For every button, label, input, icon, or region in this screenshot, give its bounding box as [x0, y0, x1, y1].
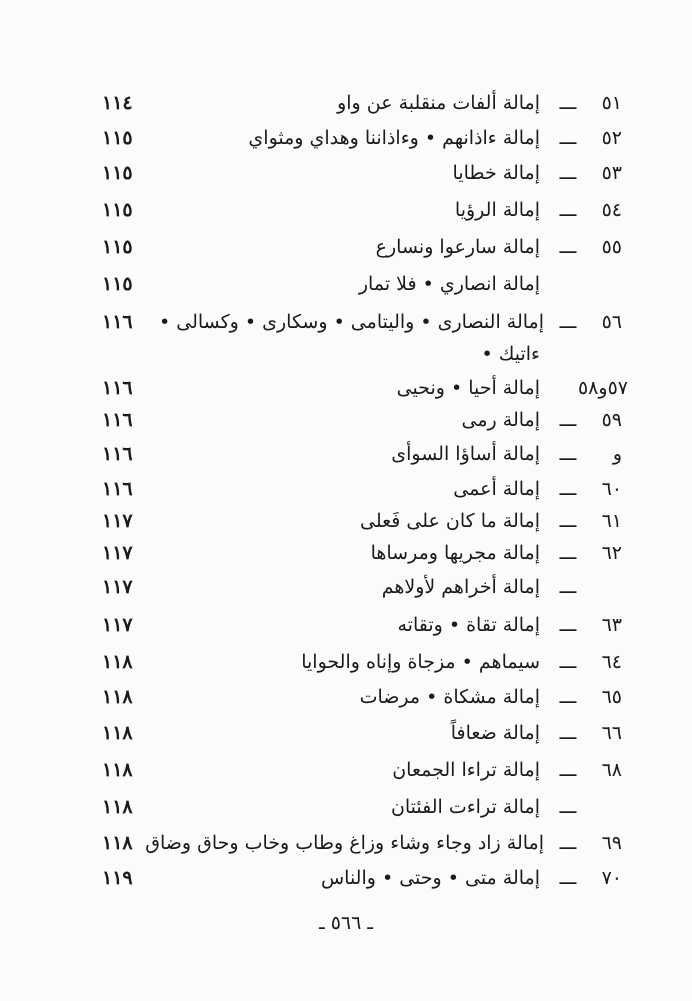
entry-dash: ـــ: [559, 614, 577, 636]
index-entry: [0, 269, 692, 299]
index-entry: [0, 506, 692, 536]
index-entry: [0, 647, 692, 677]
entry-number: ٦٩: [601, 832, 622, 854]
entry-page-number: ١١٤: [102, 92, 133, 114]
entry-title: إمالة أخراهم لأولاهم: [381, 576, 540, 598]
entry-page-number: ١١٥: [102, 236, 133, 258]
entry-title: إمالة أحيا • ونحيى: [396, 377, 540, 399]
entry-number: ٥٣: [601, 162, 622, 184]
entry-dash: ـــ: [559, 722, 577, 744]
entry-page-number: ١١٩: [102, 867, 133, 889]
index-entry: [0, 610, 692, 640]
entry-title: إمالة مشكاة • مرضات: [359, 686, 540, 708]
entry-number: ٧٠: [601, 867, 622, 889]
entry-title: إمالة أعمى: [453, 478, 540, 500]
entry-number: ٥٤: [601, 199, 622, 221]
index-entry: [0, 307, 692, 337]
index-entry: [0, 123, 692, 153]
index-entry: [0, 373, 692, 403]
entry-dash: ـــ: [559, 867, 577, 889]
entry-title: إمالة أساؤا السوأى: [391, 443, 540, 465]
entry-number: ٦٢: [601, 542, 622, 564]
entry-title: إمالة مجريها ومرساها: [370, 542, 540, 564]
entry-page-number: ١١٥: [102, 127, 133, 149]
index-entry: [0, 755, 692, 785]
entry-dash: ـــ: [559, 478, 577, 500]
entry-page-number: ١١٦: [102, 377, 133, 399]
entry-title: إمالة ألفات منقلبة عن واو: [337, 92, 540, 114]
page-footer-number: ـ ٥٦٦ ـ: [319, 912, 373, 934]
index-entry: [0, 572, 692, 602]
entry-page-number: ١١٨: [102, 832, 133, 854]
entry-dash: ـــ: [559, 832, 577, 854]
entry-title: إمالة الرؤيا: [454, 199, 540, 221]
entry-dash: ـــ: [559, 127, 577, 149]
index-entry: [0, 195, 692, 225]
entry-page-number: ١١٥: [102, 273, 133, 295]
entry-dash: ـــ: [559, 92, 577, 114]
index-entry: [0, 439, 692, 469]
entry-dash: ـــ: [559, 759, 577, 781]
index-entry: [0, 405, 692, 435]
entry-page-number: ١١٧: [102, 510, 133, 532]
entry-number: ٥٢: [601, 127, 622, 149]
entry-page-number: ١١٨: [102, 759, 133, 781]
entry-title: إمالة النصارى • واليتامى • وسكارى • وكسالى •: [158, 311, 544, 333]
entry-page-number: ١١٦: [102, 409, 133, 431]
entry-number: و: [612, 443, 622, 465]
index-entry: [0, 863, 692, 893]
entry-page-number: ١١٨: [102, 796, 133, 818]
entry-page-number: ١١٧: [102, 542, 133, 564]
entry-dash: ـــ: [559, 796, 577, 818]
entry-title: إمالة رمى: [461, 409, 540, 431]
entry-number: ٥٥: [601, 236, 622, 258]
entry-dash: ـــ: [559, 236, 577, 258]
entry-number: ٦٤: [601, 651, 622, 673]
entry-page-number: ١١٥: [102, 162, 133, 184]
entry-number: ٦١: [601, 510, 622, 532]
entry-title: إمالة تقاة • وتقاته: [397, 614, 540, 636]
entry-title: إمالة انصاري • فلا تمار: [358, 273, 540, 295]
entry-title: إمالة ضعافاً: [450, 722, 540, 744]
entry-number: ٥٩: [601, 409, 622, 431]
entry-title: إمالة ءاذانهم • وءاذاننا وهداي ومثواي: [248, 127, 540, 149]
entry-page-number: ١١٨: [102, 686, 133, 708]
entry-number: ٥١: [601, 92, 622, 114]
entry-number: ٥٧و٥٨: [577, 377, 628, 399]
entry-dash: ـــ: [559, 409, 577, 431]
entry-dash: ـــ: [559, 199, 577, 221]
index-entry: [0, 158, 692, 188]
entry-title: سيماهم • مزجاة وإناه والحوايا: [301, 651, 540, 673]
index-entry: [0, 792, 692, 822]
entry-page-number: ١١٦: [102, 443, 133, 465]
index-entry: [0, 232, 692, 262]
entry-number: ٦٨: [601, 759, 622, 781]
entry-title: إمالة متى • وحتى • والناس: [320, 867, 540, 889]
index-entry: [0, 682, 692, 712]
entry-dash: ـــ: [559, 576, 577, 598]
entry-page-number: ١١٧: [102, 614, 133, 636]
entry-dash: ـــ: [559, 510, 577, 532]
index-entry: [0, 718, 692, 748]
entry-page-number: ١١٦: [102, 311, 133, 333]
entry-title: ءاتيك •: [481, 343, 540, 365]
entry-dash: ـــ: [559, 686, 577, 708]
entry-page-number: ١١٨: [102, 722, 133, 744]
entry-title: إمالة زاد وجاء وشاء وزاغ وطاب وخاب وحاق وضاق: [145, 832, 544, 854]
entry-title: إمالة تراءا الجمعان: [392, 759, 540, 781]
entry-title: إمالة سارعوا ونسارع: [375, 236, 540, 258]
entry-title: إمالة خطايا: [452, 162, 540, 184]
entry-number: ٥٦: [601, 311, 622, 333]
entry-page-number: ١١٦: [102, 478, 133, 500]
entry-page-number: ١١٨: [102, 651, 133, 673]
index-entry-continuation: [0, 339, 692, 369]
index-entry: [0, 88, 692, 118]
entry-page-number: ١١٥: [102, 199, 133, 221]
entry-number: ٦٣: [601, 614, 622, 636]
entry-page-number: ١١٧: [102, 576, 133, 598]
entry-dash: ـــ: [559, 542, 577, 564]
entry-title: إمالة ما كان على فَعلى: [360, 510, 540, 532]
entry-number: ٦٠: [601, 478, 622, 500]
entry-dash: ـــ: [559, 443, 577, 465]
index-entry: [0, 828, 692, 858]
entry-dash: ـــ: [559, 651, 577, 673]
entry-dash: ـــ: [559, 311, 577, 333]
entry-title: إمالة تراءت الفئتان: [390, 796, 540, 818]
entry-number: ٦٦: [601, 722, 622, 744]
index-entry: [0, 474, 692, 504]
entry-dash: ـــ: [559, 162, 577, 184]
entry-number: ٦٥: [601, 686, 622, 708]
index-entry: [0, 538, 692, 568]
